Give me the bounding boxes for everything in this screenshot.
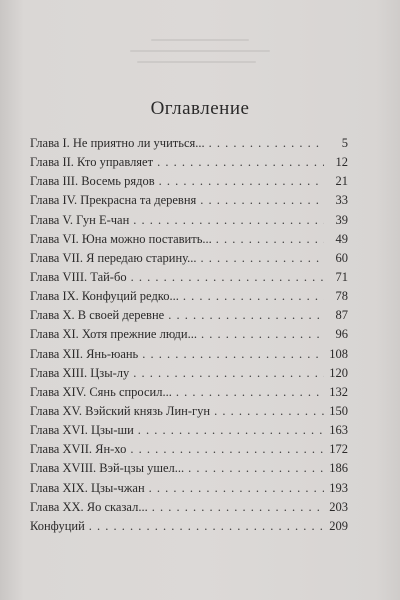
toc-dot-leader [133,366,324,381]
toc-entry [30,174,348,193]
toc-entry-label: Глава XIX. Цзы-чжан [30,480,145,495]
toc-dot-leader [142,347,324,362]
toc-entry-label: Глава XV. Вэйский князь Лин-гун [30,403,211,418]
toc-dot-leader [183,289,324,304]
toc-entry-label: Глава XVII. Ян-хо [30,442,127,457]
toc-entry [30,461,348,480]
toc-dot-leader [200,193,324,208]
toc-entry-page: 60 [335,250,348,265]
toc-entry-page: 120 [329,365,348,380]
toc-entry-page: 132 [329,384,348,399]
toc-entry-page: 5 [341,136,348,150]
toc-dot-leader [149,481,324,496]
toc-entry-page: 108 [329,346,348,361]
toc-entry-label: Глава IX. Конфуций редко... [30,289,179,304]
toc-entry-page: 71 [335,269,348,284]
toc-entry-page: 96 [335,327,348,342]
toc-entry-page: 78 [335,289,348,304]
toc-entry [30,366,348,385]
toc-dot-leader [159,174,324,189]
toc-entry-page: 21 [335,174,348,189]
toc-entry-label: Глава II. Кто управляет [30,155,154,170]
toc-entry [30,442,348,461]
toc-entry-label: Глава XX. Яо сказал... [30,499,148,514]
toc-dot-leader [131,270,324,285]
toc-dot-leader [201,327,324,342]
toc-entry-label: Глава XII. Янь-юань [30,346,139,361]
toc-entry-label: Глава I. Не приятно ли учиться... [30,136,205,150]
toc-dot-leader [133,213,324,228]
toc-dot-leader [168,308,324,323]
toc-entry [30,385,348,404]
toc-entry [30,519,348,538]
toc-entry-page: 186 [329,461,348,476]
toc-dot-leader [209,136,324,151]
toc-entry-label: Глава XIII. Цзы-лу [30,365,130,380]
toc-entry-page: 12 [335,155,348,170]
toc-entry-page: 163 [329,423,348,438]
toc-entry-page: 203 [329,499,348,514]
toc-entry-label: Глава V. Гун Е-чан [30,212,130,227]
toc-dot-leader [176,385,324,400]
toc-entry-page: 33 [335,193,348,208]
toc-list [30,136,348,538]
toc-entry-label: Глава III. Восемь рядов [30,174,155,189]
toc-dot-leader [89,519,324,534]
toc-entry-label: Глава VI. Юна можно поставить... [30,231,212,246]
toc-entry-label: Глава VII. Я передаю старину... [30,250,197,265]
toc-entry-label: Глава XVI. Цзы-ши [30,423,134,438]
toc-dot-leader [201,251,324,266]
toc-entry [30,423,348,442]
toc-entry [30,481,348,500]
toc-entry-label: Глава XVIII. Вэй-цзы ушел... [30,461,185,476]
toc-entry-page: 193 [329,480,348,495]
toc-entry-page: 39 [335,212,348,227]
toc-entry-label: Глава XIV. Сянь спросил... [30,384,172,399]
toc-entry [30,251,348,270]
toc-entry-page: 209 [329,518,348,533]
toc-entry [30,500,348,519]
toc-entry-label: Глава VIII. Тай-бо [30,269,127,284]
toc-title: Оглавление [150,98,250,119]
toc-entry-page: 49 [335,231,348,246]
toc-entry [30,193,348,212]
toc-entry-label: Глава XI. Хотя прежние люди... [30,327,197,342]
toc-entry-label: Конфуций [30,518,85,533]
toc-entry [30,136,348,155]
bleed-through-text [130,30,270,90]
toc-entry [30,327,348,346]
toc-entry-label: Глава X. В своей деревне [30,308,165,323]
toc-entry-page: 172 [329,442,348,457]
toc-entry [30,213,348,232]
toc-dot-leader [157,155,324,170]
toc-dot-leader [214,404,324,419]
toc-entry-page: 150 [329,403,348,418]
toc-entry [30,404,348,423]
toc-entry-label: Глава IV. Прекрасна та деревня [30,193,197,208]
toc-entry [30,155,348,174]
toc-dot-leader [216,232,324,247]
toc-dot-leader [130,442,324,457]
toc-entry [30,270,348,289]
toc-dot-leader [188,461,324,476]
toc-entry-page: 87 [335,308,348,323]
toc-dot-leader [152,500,324,515]
toc-entry [30,289,348,308]
toc-entry [30,347,348,366]
toc-entry [30,232,348,251]
toc-entry [30,308,348,327]
toc-dot-leader [138,423,324,438]
